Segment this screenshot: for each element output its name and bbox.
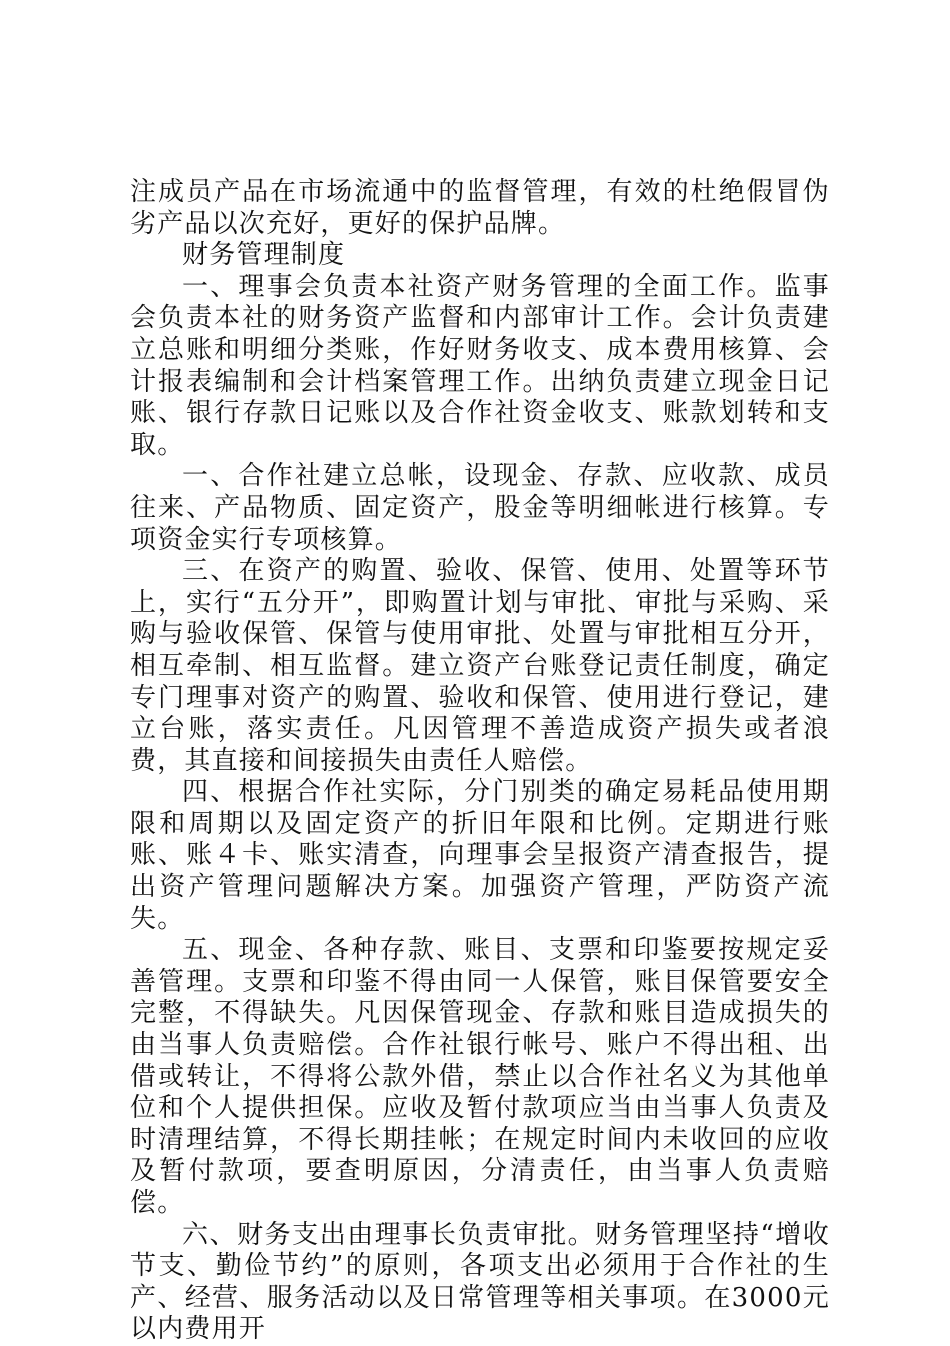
paragraph-item-6: 六、财务支出由理事长负责审批。财务管理坚持“增收节支、勤俭节约”的原则，各项支出必须用于合作社的生产、经营、服务活动以及日常管理等相关事项。在3000元以内费用开	[130, 1219, 830, 1345]
section-heading: 财务管理制度	[182, 240, 346, 271]
paragraph-item-1: 一、理事会负责本社资产财务管理的全面工作。监事会负责本社的财务资产监督和内部审计工作。会计负责建立总账和明细分类账，作好财务收支、成本费用核算、会计报表编制和会计档案管理工作。出纳负责建立现金日记账、银行存款日记账以及合作社资金收支、账款划转和支取。	[130, 271, 830, 460]
paragraph-item-2: 一、合作社建立总帐，设现金、存款、应收款、成员往来、产品物质、固定资产，股金等明细帐进行核算。专项资金实行专项核算。	[130, 461, 830, 555]
paragraph-item-3: 三、在资产的购置、验收、保管、使用、处置等环节上，实行“五分开”，即购置计划与审批、审批与采购、采购与验收保管、保管与使用审批、处置与审批相互分开，相互牵制、相互监督。建立资产台账登记责任制度，确定专门理事对资产的购置、验收和保管、使用进行登记，建立台账，落实责任。凡因管理不善造成资产损失或者浪费，其直接和间接损失由责任人赔偿。	[130, 556, 830, 776]
paragraph-item-5: 五、现金、各种存款、账目、支票和印鉴要按规定妥善管理。支票和印鉴不得由同一人保管，账目保管要安全完整，不得缺失。凡因保管现金、存款和账目造成损失的由当事人负责赔偿。合作社银行帐号、账户不得出租、出借或转让，不得将公款外借，禁止以合作社名义为其他单位和个人提供担保。应收及暂付款项应当由当事人负责及时清理结算，不得长期挂帐；在规定时间内未收回的应收及暂付款项，要查明原因，分清责任，由当事人负责赔偿。	[130, 935, 830, 1218]
paragraph-item-4: 四、根据合作社实际，分门别类的确定易耗品使用期限和周期以及固定资产的折旧年限和比例。定期进行账账、账４卡、账实清查，向理事会呈报资产清查报告，提出资产管理问题解决方案。加强资产管理，严防资产流失。	[130, 777, 830, 934]
document-body	[130, 177, 830, 1346]
paragraph-continuation: 注成员产品在市场流通中的监督管理，有效的杜绝假冒伪劣产品以次充好，更好的保护品牌。	[130, 177, 830, 239]
